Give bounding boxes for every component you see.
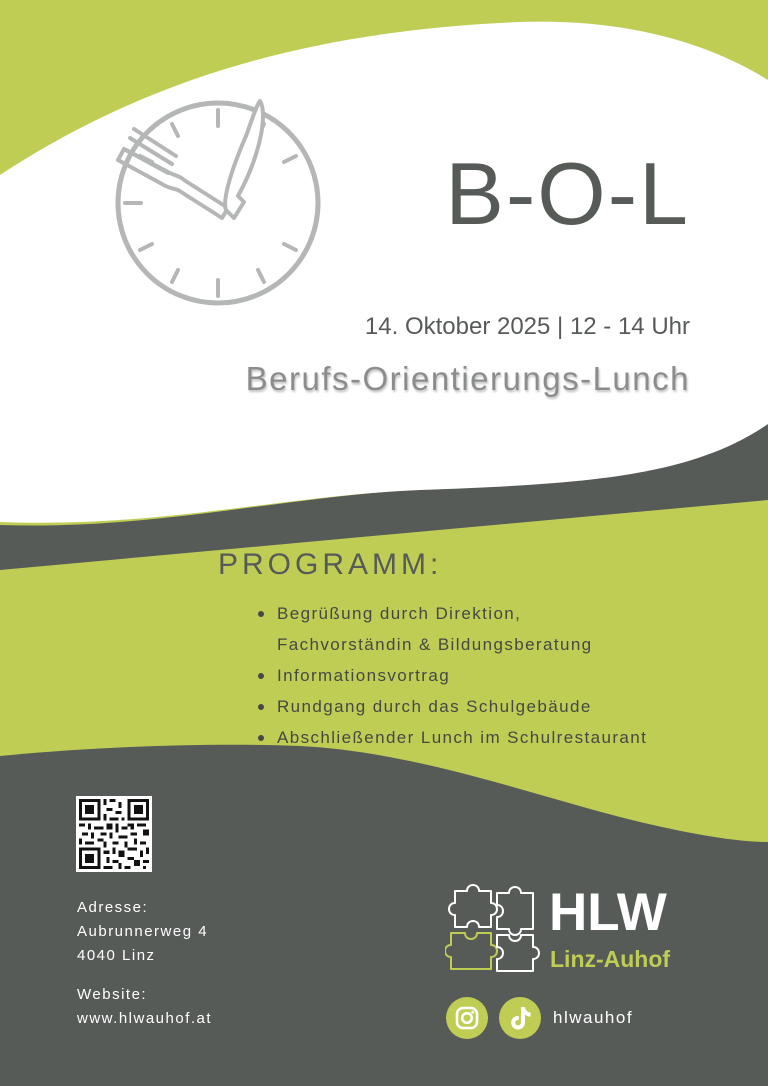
event-subtitle: Berufs-Orientierungs-Lunch <box>245 360 690 397</box>
list-item <box>258 691 647 722</box>
bullet <box>258 611 264 617</box>
website-block <box>77 983 212 1031</box>
puzzle-logo-icon <box>445 883 545 978</box>
list-item-text: Rundgang durch das Schulgebäude <box>277 697 592 716</box>
tiktok-button[interactable] <box>499 997 541 1039</box>
website-link[interactable]: www.hlwauhof.at <box>77 1010 213 1027</box>
address-label: Adresse: <box>77 899 149 916</box>
list-item <box>258 660 647 691</box>
list-item-text: Abschließender Lunch im Schulrestaurant <box>277 728 648 747</box>
list-item <box>258 598 647 629</box>
address-street: Aubrunnerweg 4 <box>77 923 209 940</box>
list-item <box>258 722 647 753</box>
social-handle: hlwauhof <box>553 1008 634 1027</box>
list-item-text: Fachvorständin & Bildungsberatung <box>277 635 593 654</box>
programm-heading: PROGRAMM: <box>218 548 443 581</box>
clock-cutlery-icon <box>110 96 325 311</box>
instagram-icon <box>446 997 488 1039</box>
bullet <box>258 704 264 710</box>
tiktok-icon <box>499 997 541 1039</box>
address-city: 4040 Linz <box>77 947 156 964</box>
website-label: Website: <box>77 986 148 1003</box>
programm-list <box>258 598 647 753</box>
instagram-button[interactable] <box>446 997 488 1039</box>
list-item-text: Begrüßung durch Direktion, <box>277 604 522 623</box>
page-title: B-O-L <box>445 144 690 243</box>
qr-code[interactable] <box>76 796 152 872</box>
logo-name: HLW <box>549 883 667 942</box>
list-item-continuation <box>258 629 647 660</box>
bullet <box>258 735 264 741</box>
list-item-text: Informationsvortrag <box>277 666 451 685</box>
event-date: 14. Oktober 2025 | 12 - 14 Uhr <box>364 313 690 340</box>
logo-location: Linz-Auhof <box>550 946 671 972</box>
bullet <box>258 673 264 679</box>
address-block <box>77 896 208 968</box>
